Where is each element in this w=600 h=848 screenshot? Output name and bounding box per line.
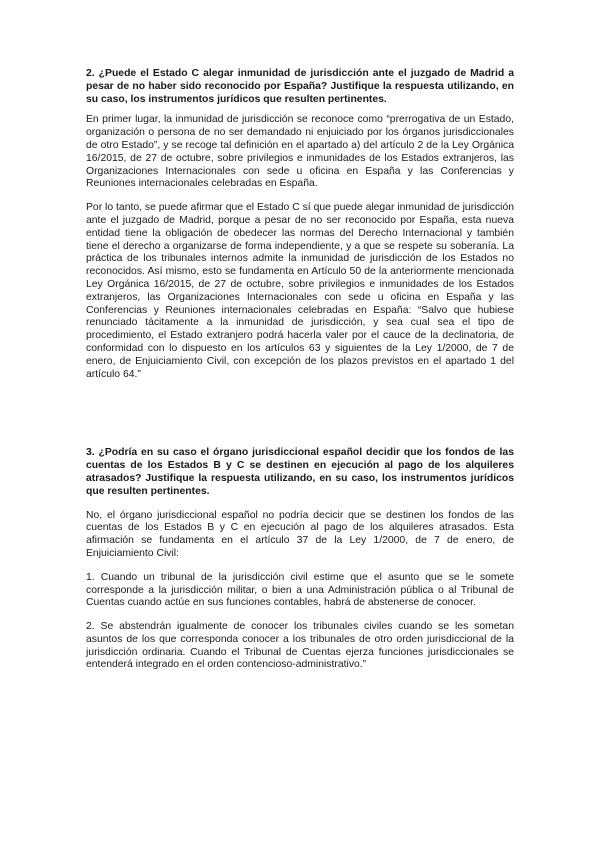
section-2-paragraph-2: Por lo tanto, se puede afirmar que el Estado C sí que puede alegar inmunidad de jurisdicción ante el juzgado de Madrid, porque a pesar de no ser reconocido por España, esta nueva entidad tiene la obligación de obedecer las normas del Derecho Internacional y también tiene el derecho a organizarse de forma independiente, y a que se respete su soberanía. La práctica de los tribunales internos admite la inmunidad de jurisdicción de los Estados no reconocidos. Así mismo, esto se fundamenta en Artículo 50 de la anteriormente mencionada Ley Orgánica 16/2015, de 27 de octubre, sobre privilegios e inmunidades de los Estados extranjeros, las Organizaciones Internacionales con sede u oficina en España y las Conferencias y Reuniones internacionales celebradas en España: “Salvo que hubiese renunciado tácitamente a la inmunidad de jurisdicción, y sea cual sea el tipo de procedimiento, el Estado extranjero podrá hacerla valer por el cauce de la declinatoria, de conformidad con lo dispuesto en los artículos 63 y siguientes de la Ley 1/2000, de 7 de enero, de Enjuiciamiento Civil, con excepción de los plazos previstos en el apartado 1 del artículo 64.” <box>86 202 515 380</box>
section-3-quote-item-2: 2. Se abstendrán igualmente de conocer los tribunales civiles cuando se les sometan asuntos de los que corresponda conocer a los tribunales de otro orden jurisdiccional de la jurisdicción ordinaria. Cuando el Tribunal de Cuentas ejerza funciones jurisdiccionales se entenderá integrado en el orden contencioso-administrativo.” <box>86 621 514 671</box>
section-2-paragraph-1: En primer lugar, la inmunidad de jurisdicción se reconoce como “prerrogativa de un Estado, organización o persona de no ser demandado ni enjuiciado por los órganos jurisdiccionales de otro Estado”, y se recoge tal definición en el apartado a) del artículo 2 de la Ley Orgánica 16/2015, de 27 de octubre, sobre privilegios e inmunidades de los Estados extranjeros, las Organizaciones Internacionales con sede u oficina en España y las Conferencias y Reuniones internacionales celebradas en España. <box>86 114 514 190</box>
section-3-quote-item-1: 1. Cuando un tribunal de la jurisdicción civil estime que el asunto que se le somete corresponde a la jurisdicción militar, o bien a una Administración pública o al Tribunal de Cuentas cuando actúe en sus funciones contables, habrá de abstenerse de conocer. <box>86 571 514 609</box>
section-3-paragraph-1: No, el órgano jurisdiccional español no podría decicir que se destinen los fondos de las cuentas de los Estados B y C en ejecución al pago de los alquileres atrasados. Esta afirmación se fundamenta en el artículo 37 de la Ley 1/2000, de 7 de enero, de Enjuiciamiento Civil: <box>86 509 514 559</box>
question-2-heading: 2. ¿Puede el Estado C alegar inmunidad de jurisdicción ante el juzgado de Madrid a pesar de no haber sido reconocido por España? Justifique la respuesta utilizando, en su caso, los instrumentos jurídicos que resulten pertinentes. <box>86 68 514 105</box>
question-3-heading: 3. ¿Podría en su caso el órgano jurisdiccional español decidir que los fondos de las cuentas de los Estados B y C se destinen en ejecución al pago de los alquileres atrasados? Justifique la respuesta utilizando, en su caso, los instrumentos jurídicos que resulten pertinentes. <box>86 447 514 497</box>
